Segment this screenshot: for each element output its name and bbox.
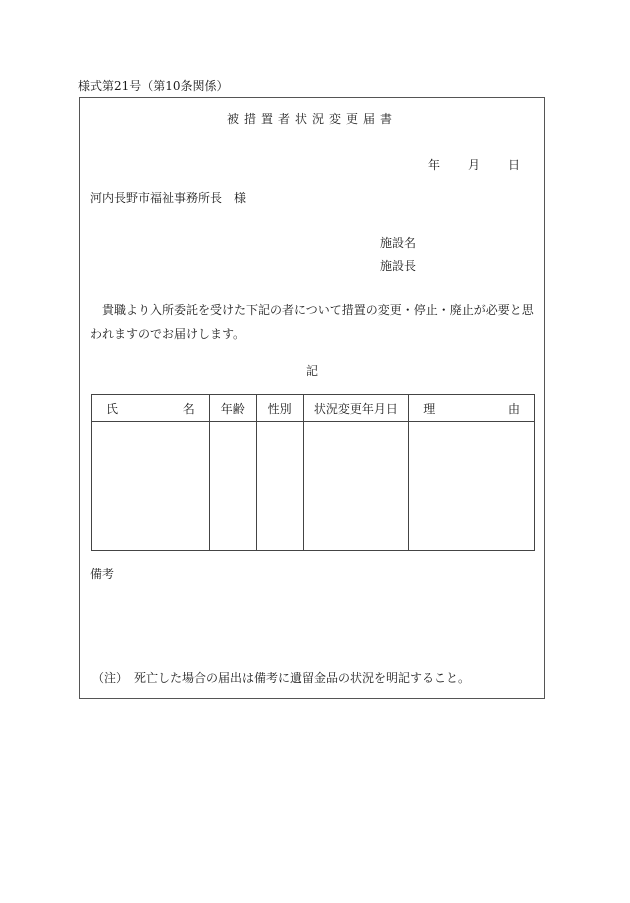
table-header-row — [92, 395, 535, 422]
table-row — [92, 422, 535, 551]
header-reason — [409, 395, 535, 422]
header-sex: 性別 — [256, 395, 303, 422]
header-reason-left: 理 — [423, 401, 436, 416]
header-reason-right: 由 — [507, 401, 520, 416]
body-text: 貴職より入所委託を受けた下記の者について措置の変更・停止・廃止が必要と思われますのでお届けします。 — [90, 303, 534, 341]
facility-head-label: 施設長 — [380, 259, 417, 273]
facility-name-label: 施設名 — [380, 236, 417, 250]
header-age: 年齢 — [209, 395, 256, 422]
addressee: 河内長野市福祉事務所長 様 — [90, 191, 247, 205]
date-day: 日 — [507, 158, 520, 172]
ki-heading: 記 — [305, 364, 318, 378]
cell-change-date[interactable] — [303, 422, 409, 551]
remarks-label: 備考 — [90, 567, 115, 581]
form-title: 被措置者状況変更届書 — [226, 112, 397, 126]
date-line — [80, 156, 520, 173]
header-change-date: 状況変更年月日 — [303, 395, 409, 422]
cell-reason[interactable] — [409, 422, 535, 551]
date-month: 月 — [467, 158, 480, 172]
form-number: 様式第21号（第10条関係） — [78, 79, 229, 93]
date-year: 年 — [427, 158, 440, 172]
records-table — [91, 394, 535, 551]
header-name — [92, 395, 210, 422]
header-name-left: 氏 — [106, 401, 119, 416]
cell-sex[interactable] — [256, 422, 303, 551]
cell-age[interactable] — [209, 422, 256, 551]
note: （注） 死亡した場合の届出は備考に遺留金品の状況を明記すること。 — [92, 671, 471, 685]
cell-name[interactable] — [92, 422, 210, 551]
header-name-right: 名 — [182, 401, 195, 416]
form-frame — [79, 97, 545, 699]
